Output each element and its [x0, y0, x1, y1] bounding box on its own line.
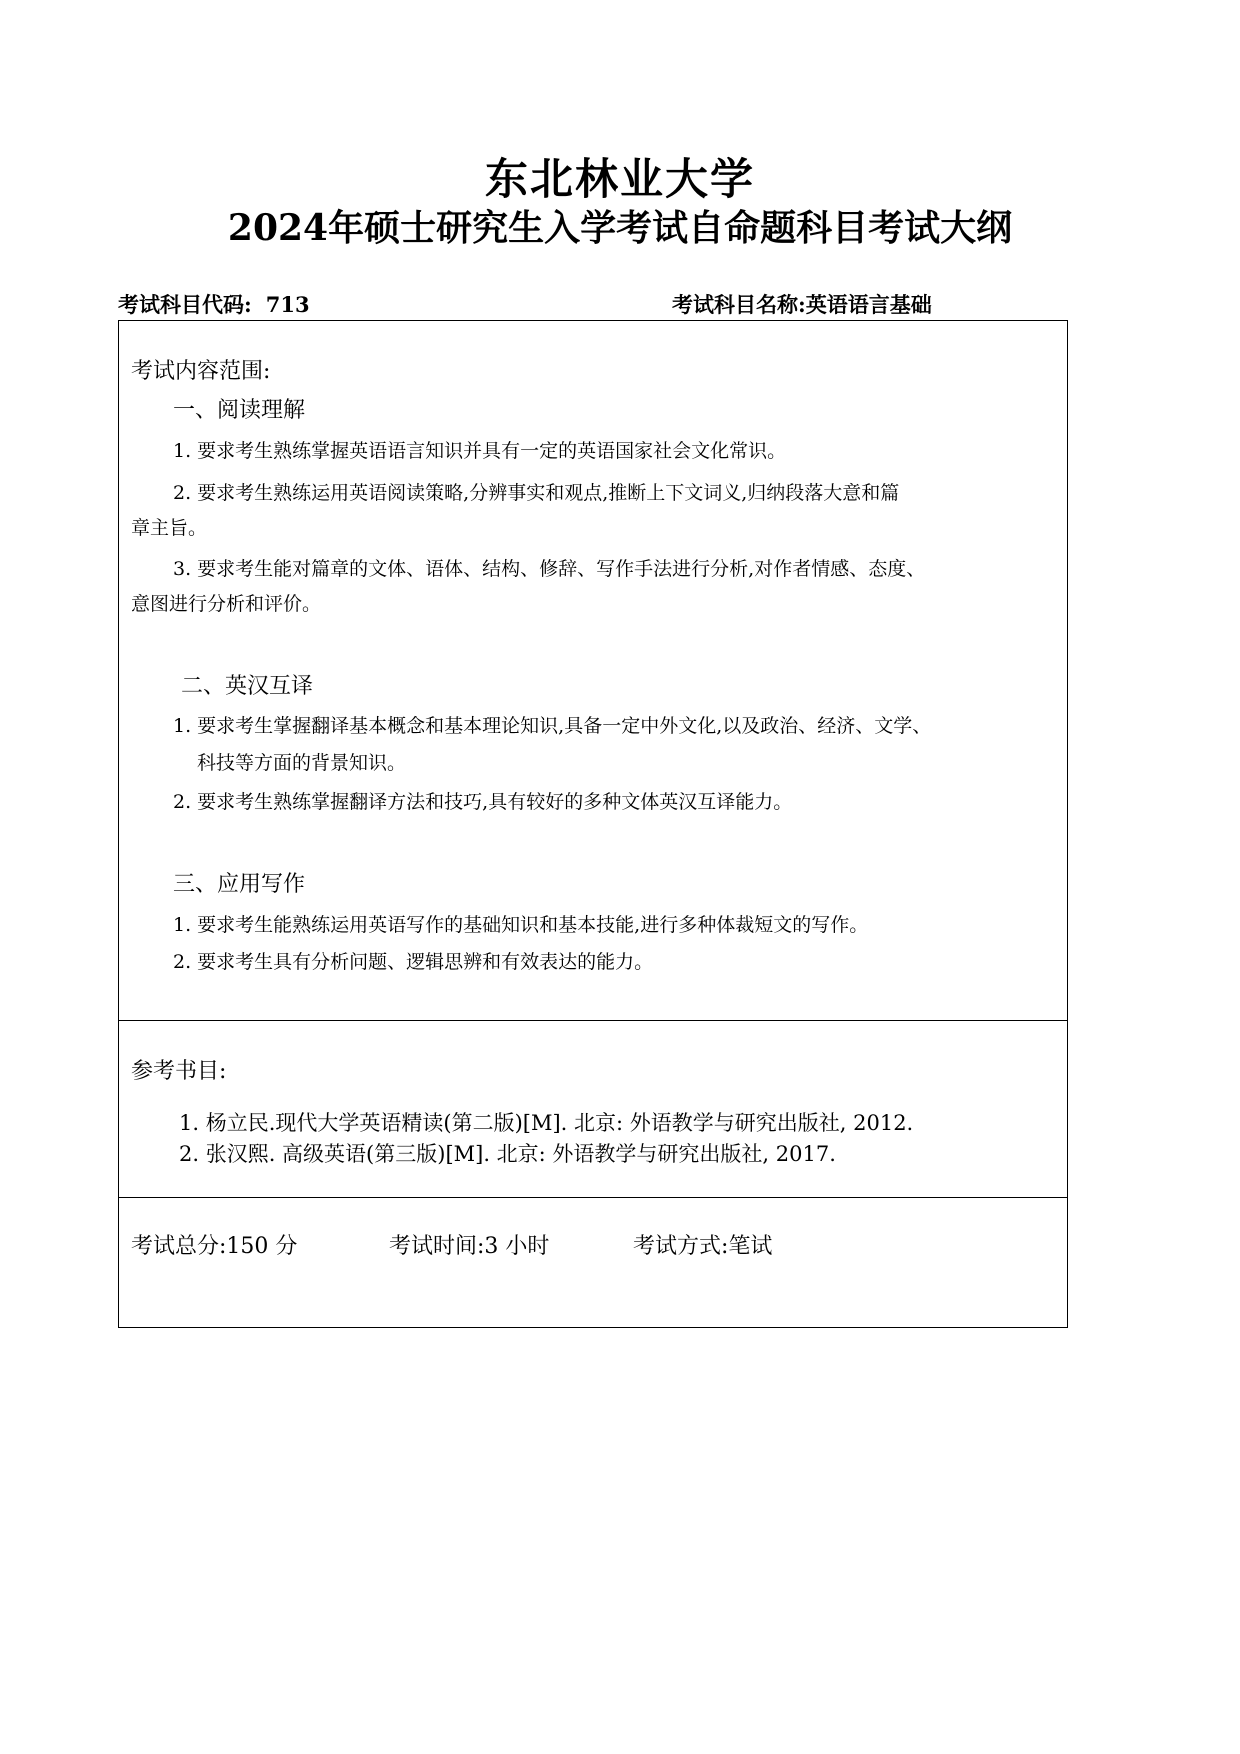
writing-item-2: 2. 要求考生具有分析问题、逻辑思辨和有效表达的能力。: [173, 951, 654, 973]
section-title-reading: 一、阅读理解: [173, 398, 306, 423]
subject-name-value: 英语语言基础: [805, 292, 932, 317]
reading-item-2-cont: 章主旨。: [131, 517, 208, 539]
writing-item-1: 1. 要求考生能熟练运用英语写作的基础知识和基本技能,进行多种体裁短文的写作。: [173, 914, 869, 936]
subject-code-value: 713: [265, 292, 310, 317]
syllabus-table: [118, 320, 1068, 1328]
reference-item-2: 2. 张汉熙. 高级英语(第三版)[M]. 北京: 外语教学与研究出版社, 2017.: [179, 1142, 836, 1166]
exam-info-section: [119, 1198, 1067, 1329]
reading-item-1: 1. 要求考生熟练掌握英语语言知识并具有一定的英语国家社会文化常识。: [173, 440, 787, 462]
subject-name-label: 考试科目名称:: [672, 292, 806, 317]
translation-item-1-cont: 科技等方面的背景知识。: [197, 752, 407, 774]
translation-item-1: 1. 要求考生掌握翻译基本概念和基本理论知识,具备一定中外文化,以及政治、经济、文学、: [173, 715, 932, 737]
university-title: 东北林业大学: [485, 155, 755, 205]
section-title-translation: 二、英汉互译: [181, 674, 314, 699]
subject-code: [118, 289, 310, 319]
translation-item-2: 2. 要求考生熟练掌握翻译方法和技巧,具有较好的多种文体英汉互译能力。: [173, 791, 793, 813]
document-subtitle: 2024年硕士研究生入学考试自命题科目考试大纲: [227, 207, 1013, 249]
references-heading: 参考书目:: [131, 1059, 227, 1084]
reading-item-3-cont: 意图进行分析和评价。: [131, 593, 322, 615]
reading-item-2: 2. 要求考生熟练运用英语阅读策略,分辨事实和观点,推断上下文词义,归纳段落大意和篇: [173, 482, 900, 504]
exam-duration: 考试时间:3 小时: [389, 1234, 550, 1259]
exam-mode: 考试方式:笔试: [633, 1234, 773, 1259]
scope-heading: 考试内容范围:: [131, 359, 271, 384]
references-section: [119, 1021, 1067, 1198]
subject-name: [672, 289, 932, 319]
subject-code-label: 考试科目代码:: [118, 292, 252, 317]
reference-item-1: 1. 杨立民.现代大学英语精读(第二版)[M]. 北京: 外语教学与研究出版社, 2012.: [179, 1111, 914, 1135]
total-score: 考试总分:150 分: [131, 1234, 298, 1259]
section-title-writing: 三、应用写作: [173, 872, 306, 897]
reading-item-3: 3. 要求考生能对篇章的文体、语体、结构、修辞、写作手法进行分析,对作者情感、态度、: [173, 558, 926, 580]
scope-section: [119, 321, 1067, 1021]
